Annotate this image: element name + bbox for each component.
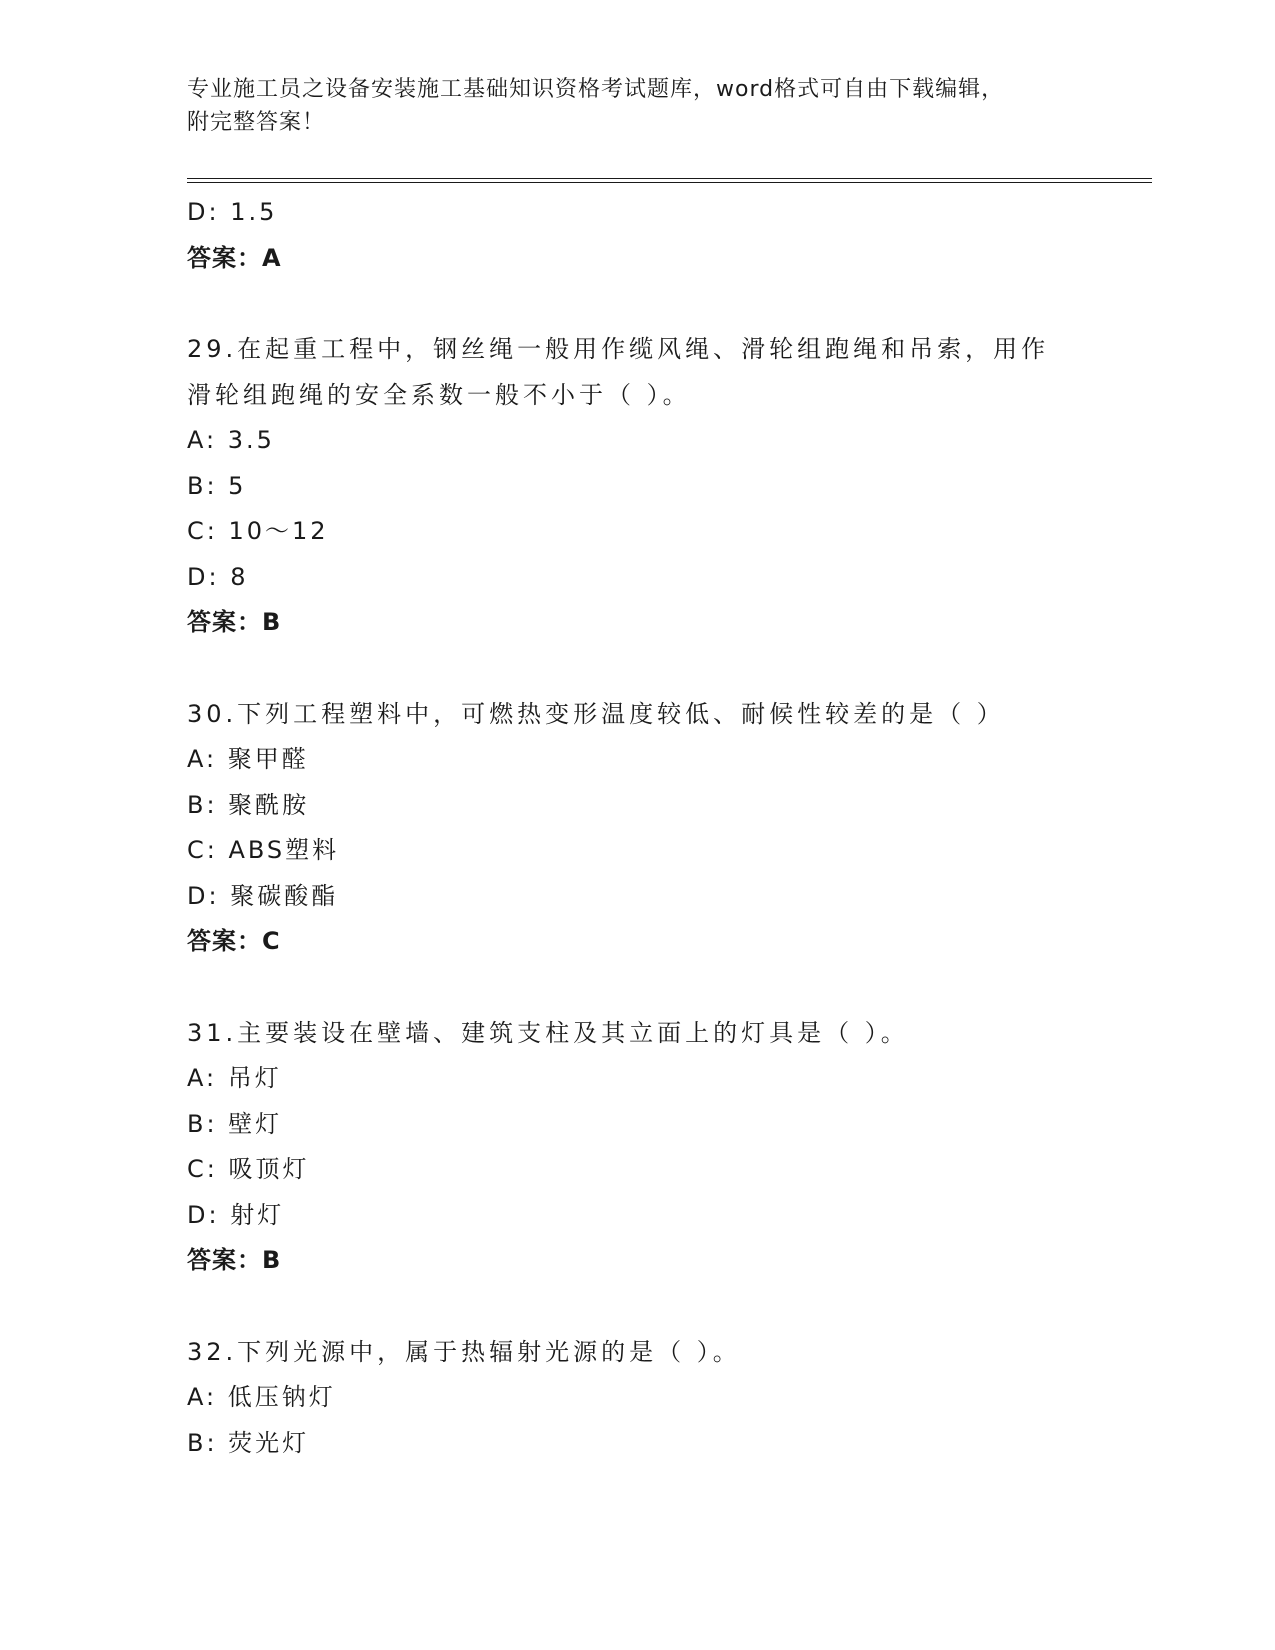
question-text: 32.下列光源中，属于热辐射光源的是（ ）。 xyxy=(187,1337,741,1366)
option-d: D: 射灯 xyxy=(187,1200,285,1229)
option-d: D: 1.5 xyxy=(187,198,278,226)
answer-line: 答案：B xyxy=(187,1246,282,1274)
answer-line: 答案：B xyxy=(187,608,282,636)
spacer xyxy=(187,1284,1127,1330)
document-header xyxy=(187,73,1067,139)
carryover-block xyxy=(187,190,1127,281)
option-b: B: 聚酰胺 xyxy=(187,790,310,819)
header-divider-top xyxy=(187,178,1152,179)
spacer xyxy=(187,646,1127,692)
option-d: D: 8 xyxy=(187,562,249,591)
question-text: 29.在起重工程中，钢丝绳一般用作缆风绳、滑轮组跑绳和吊索，用作 xyxy=(187,335,1050,363)
option-a: A: 3.5 xyxy=(187,426,275,454)
spacer xyxy=(187,281,1127,327)
question-30 xyxy=(187,692,1127,965)
question-text: 31.主要装设在壁墙、建筑支柱及其立面上的灯具是（ ）。 xyxy=(187,1018,909,1047)
question-text: 30.下列工程塑料中，可燃热变形温度较低、耐候性较差的是（ ） xyxy=(187,699,1005,728)
header-line-1: 专业施工员之设备安装施工基础知识资格考试题库，word格式可自由下载编辑， xyxy=(187,77,1005,102)
question-31 xyxy=(187,1011,1127,1284)
answer-line: 答案：C xyxy=(187,927,281,955)
option-d: D: 聚碳酸酯 xyxy=(187,881,339,910)
option-b: B: 5 xyxy=(187,471,247,500)
option-b: B: 壁灯 xyxy=(187,1109,283,1138)
spacer xyxy=(187,965,1127,1011)
option-a: A: 聚甲醛 xyxy=(187,745,309,773)
option-a: A: 吊灯 xyxy=(187,1064,282,1092)
option-c: C: 吸顶灯 xyxy=(187,1155,310,1183)
document-body xyxy=(187,190,1127,1466)
question-29 xyxy=(187,327,1127,646)
question-text: 滑轮组跑绳的安全系数一般不小于（ ）。 xyxy=(187,380,691,409)
option-a: A: 低压钠灯 xyxy=(187,1383,336,1411)
option-b: B: 荧光灯 xyxy=(187,1428,310,1457)
header-line-2: 附完整答案！ xyxy=(187,110,326,135)
question-32 xyxy=(187,1330,1127,1467)
header-divider-bottom xyxy=(187,182,1152,183)
option-c: C: ABS塑料 xyxy=(187,836,340,864)
answer-line: 答案：A xyxy=(187,243,282,272)
option-c: C: 10～12 xyxy=(187,517,329,545)
